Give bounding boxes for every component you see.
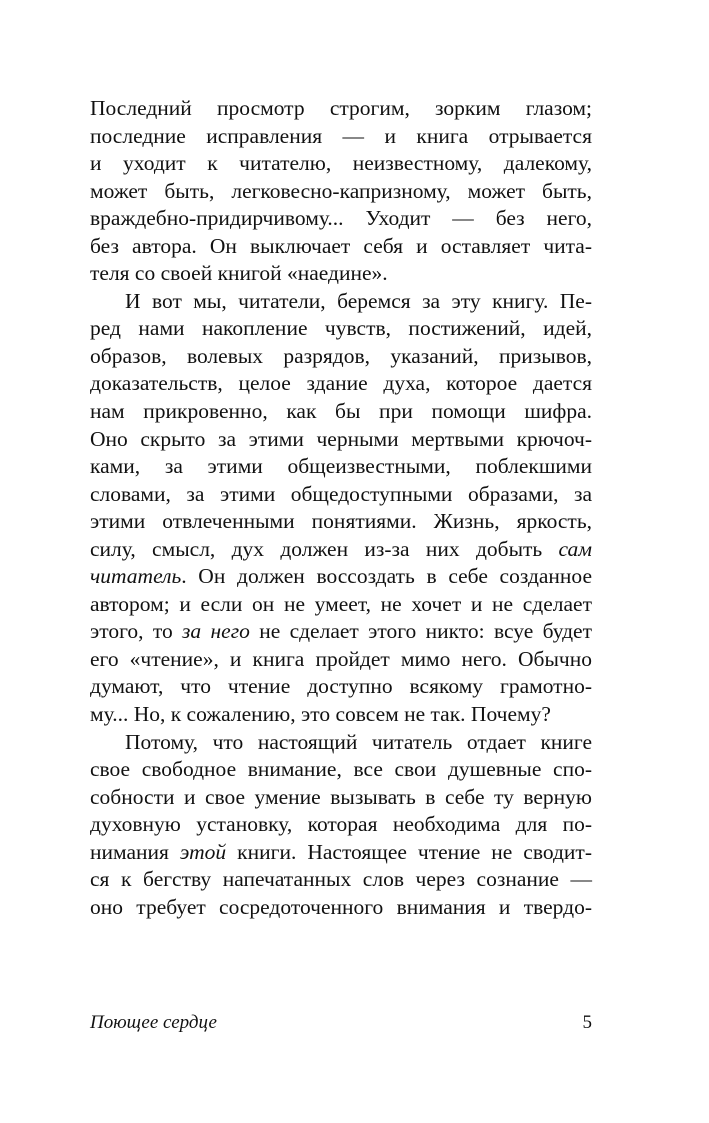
text-line: этими отвлеченными понятиями. Жизнь, яркость, [90,509,592,534]
emphasis-text: сам [558,536,592,561]
text-segment: . Он должен воссоздать в себе созданное [181,564,592,589]
text-line [90,563,592,591]
body-text [90,95,592,921]
text-segment: этого, то [90,619,183,644]
text-line [90,839,592,867]
text-line: му... Но, к сожалению, это совсем не так. Почему? [90,702,551,727]
emphasis-text: читатель [90,564,182,589]
text-line: нам прикровенно, как бы при помощи шифра. [90,399,592,424]
text-segment: книги. Настоящее чтение не сводит- [226,839,592,864]
text-line [90,536,592,564]
emphasis-text: этой [179,839,227,864]
text-line: словами, за этими общедоступными образами, за [90,481,592,506]
running-footer-title: Поющее сердце [90,1012,217,1033]
text-line: враждебно-придирчивому... Уходит — без него, [90,206,592,231]
text-segment: силу, смысл, дух должен из-за них добыть [90,536,559,561]
text-line: Оно скрыто за этими черными мертвыми крючоч- [90,426,592,451]
text-line: ся к бегству напечатанных слов через сознание — [90,867,592,892]
text-line: образов, волевых разрядов, указаний, призывов, [90,343,592,368]
text-line: может быть, легковесно-капризному, может быть, [90,178,592,203]
emphasis-text: за него [182,619,250,644]
text-line: собности и свое умение вызывать в себе ту верную [90,784,592,809]
text-line: ками, за этими общеизвестными, поблекшими [90,454,592,479]
page-number: 5 [582,1012,592,1033]
text-line [90,618,592,646]
text-segment: нимания [90,839,180,864]
text-line: автором; и если он не умеет, не хочет и не сделает [90,591,592,616]
text-line: его «чтение», и книга пройдет мимо него. Обычно [90,646,592,671]
text-line: думают, что чтение доступно всякому грамотно- [90,674,592,699]
text-line: последние исправления — и книга отрывается [90,123,592,148]
text-line: И вот мы, читатели, беремся за эту книгу. Пе- [125,288,592,313]
text-line: оно требует сосредоточенного внимания и твердо- [90,894,592,919]
page-footer [90,1011,592,1035]
text-line: Потому, что настоящий читатель отдает книге [125,729,592,754]
text-line: ред нами накопление чувств, постижений, идей, [90,316,592,341]
text-line: Последний просмотр строгим, зорким глазом; [90,96,592,120]
text-line: свое свободное внимание, все свои душевные спо- [90,757,592,782]
text-line: доказательств, целое здание духа, которое дается [90,371,592,396]
text-line: без автора. Он выключает себя и оставляет чита- [90,233,592,258]
text-line: духовную установку, которая необходима для по- [90,812,592,837]
text-segment: не сделает этого никто: всуе будет [249,619,592,644]
text-line: теля со своей книгой «наедине». [90,261,388,286]
text-line: и уходит к читателю, неизвестному, далекому, [90,151,592,176]
